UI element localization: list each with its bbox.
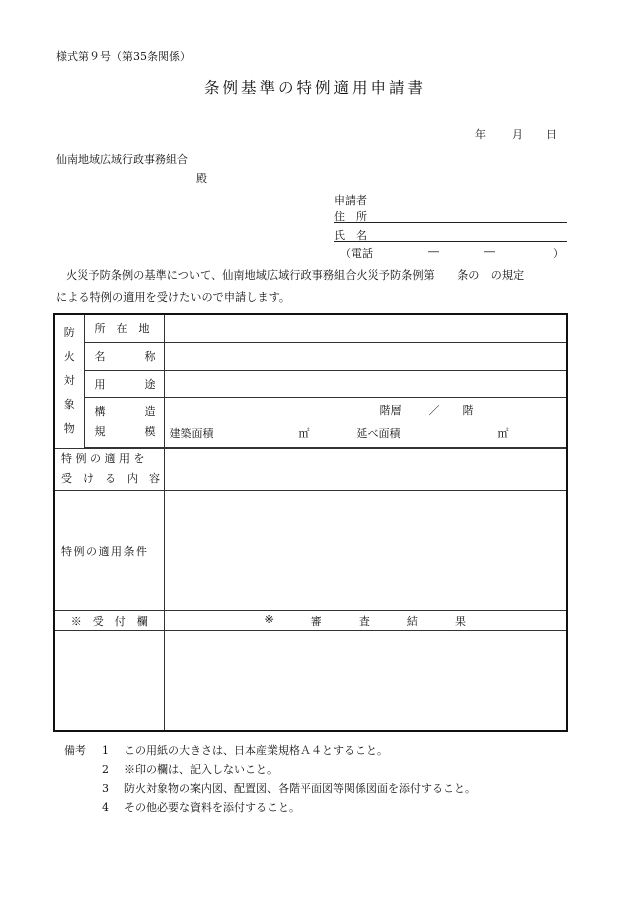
addressee-suffix: 殿 xyxy=(196,172,207,185)
floors-unit: 階 xyxy=(462,403,474,417)
note-number: 1 xyxy=(102,744,109,757)
special-content-label xyxy=(54,448,164,490)
structure-char: 構 xyxy=(94,405,106,419)
total-floor-area-unit: ㎡ xyxy=(497,426,509,440)
date-month-label: 月 xyxy=(512,128,523,141)
note-text: その他必要な資料を添付すること。 xyxy=(124,801,300,814)
name-label: 氏 名 xyxy=(334,229,367,242)
tel-open: （電話 xyxy=(340,247,373,260)
note-item xyxy=(64,760,476,779)
note-number: 2 xyxy=(102,763,109,776)
fire-object-group-label xyxy=(54,314,84,448)
review-char: 審 xyxy=(310,614,322,628)
note-item xyxy=(64,741,476,760)
notes-label: 備考 xyxy=(64,744,86,757)
name-char: 称 xyxy=(144,350,156,364)
note-text: 防火対象物の案内図、配置図、各階平面図等関係図面を添付すること。 xyxy=(124,782,476,795)
special-content-line-1: 特 例 の 適 用 を xyxy=(61,452,145,466)
application-table xyxy=(53,313,568,732)
location-value[interactable] xyxy=(164,314,567,342)
review-char: 結 xyxy=(406,614,418,628)
note-text: この用紙の大きさは、日本産業規格Ａ４とすること。 xyxy=(124,744,388,757)
reception-box xyxy=(54,631,164,731)
floors-slash: ／ xyxy=(428,403,440,417)
review-char: 査 xyxy=(358,614,370,628)
building-area-label: 建築面積 xyxy=(169,426,214,440)
notes-section xyxy=(64,741,476,817)
special-conditions-value[interactable] xyxy=(164,490,567,610)
building-area-unit: ㎡ xyxy=(298,426,310,440)
tel-close: ） xyxy=(553,247,564,260)
review-char: ※ xyxy=(264,612,274,626)
scale-char: 規 xyxy=(94,425,106,439)
note-number: 3 xyxy=(102,782,109,795)
group-char: 対 xyxy=(63,374,75,388)
structure-char: 造 xyxy=(144,405,156,419)
address-label: 住 所 xyxy=(334,210,367,223)
special-content-line-2: 受 け る 内 容 xyxy=(61,472,160,486)
review-char: 果 xyxy=(454,614,466,628)
name-char: 名 xyxy=(94,350,106,364)
structure-scale-value[interactable] xyxy=(164,397,567,447)
group-char: 物 xyxy=(63,422,75,436)
reception-header: ※ 受 付 欄 xyxy=(54,611,164,631)
use-row-label xyxy=(84,370,164,397)
name-row-label xyxy=(84,342,164,370)
structure-scale-label xyxy=(84,397,164,447)
floors-label: 階層 xyxy=(379,403,402,417)
note-text: ※印の欄は、記入しないこと。 xyxy=(124,763,278,776)
tel-dash-1: ― xyxy=(428,245,439,258)
special-conditions-label: 特例の適用条件 xyxy=(54,490,164,610)
applicant-label: 申請者 xyxy=(334,194,367,207)
object-name-value[interactable] xyxy=(164,342,567,370)
review-result-box xyxy=(164,631,567,731)
statement-line-1: 火災予防条例の基準について、仙南地域広域行政事務組合火災予防条例第 条の の規定 xyxy=(66,269,525,282)
statement-line-2: による特例の適用を受けたいので申請します。 xyxy=(56,291,291,304)
addressee-organization: 仙南地域広域行政事務組合 xyxy=(56,153,188,166)
date-day-label: 日 xyxy=(546,128,557,141)
use-char: 途 xyxy=(144,377,156,391)
address-field[interactable] xyxy=(334,208,567,223)
group-char: 火 xyxy=(63,350,75,364)
note-number: 4 xyxy=(102,801,109,814)
review-result-header xyxy=(164,611,567,631)
use-char: 用 xyxy=(94,377,106,391)
document-title: 条例基準の特例適用申請書 xyxy=(203,79,426,97)
use-value[interactable] xyxy=(164,370,567,397)
location-label: 所 在 地 xyxy=(84,314,164,342)
name-field[interactable] xyxy=(334,227,567,242)
scale-char: 模 xyxy=(144,425,156,439)
group-char: 象 xyxy=(63,398,75,412)
total-floor-area-label: 延べ面積 xyxy=(356,426,401,440)
note-item xyxy=(64,779,476,798)
special-content-value[interactable] xyxy=(164,448,567,490)
tel-dash-2: ― xyxy=(484,245,495,258)
note-item xyxy=(64,798,476,817)
group-char: 防 xyxy=(63,326,75,340)
date-year-label: 年 xyxy=(475,128,486,141)
form-number: 様式第９号（第35条関係） xyxy=(56,50,191,63)
application-statement xyxy=(56,265,576,309)
